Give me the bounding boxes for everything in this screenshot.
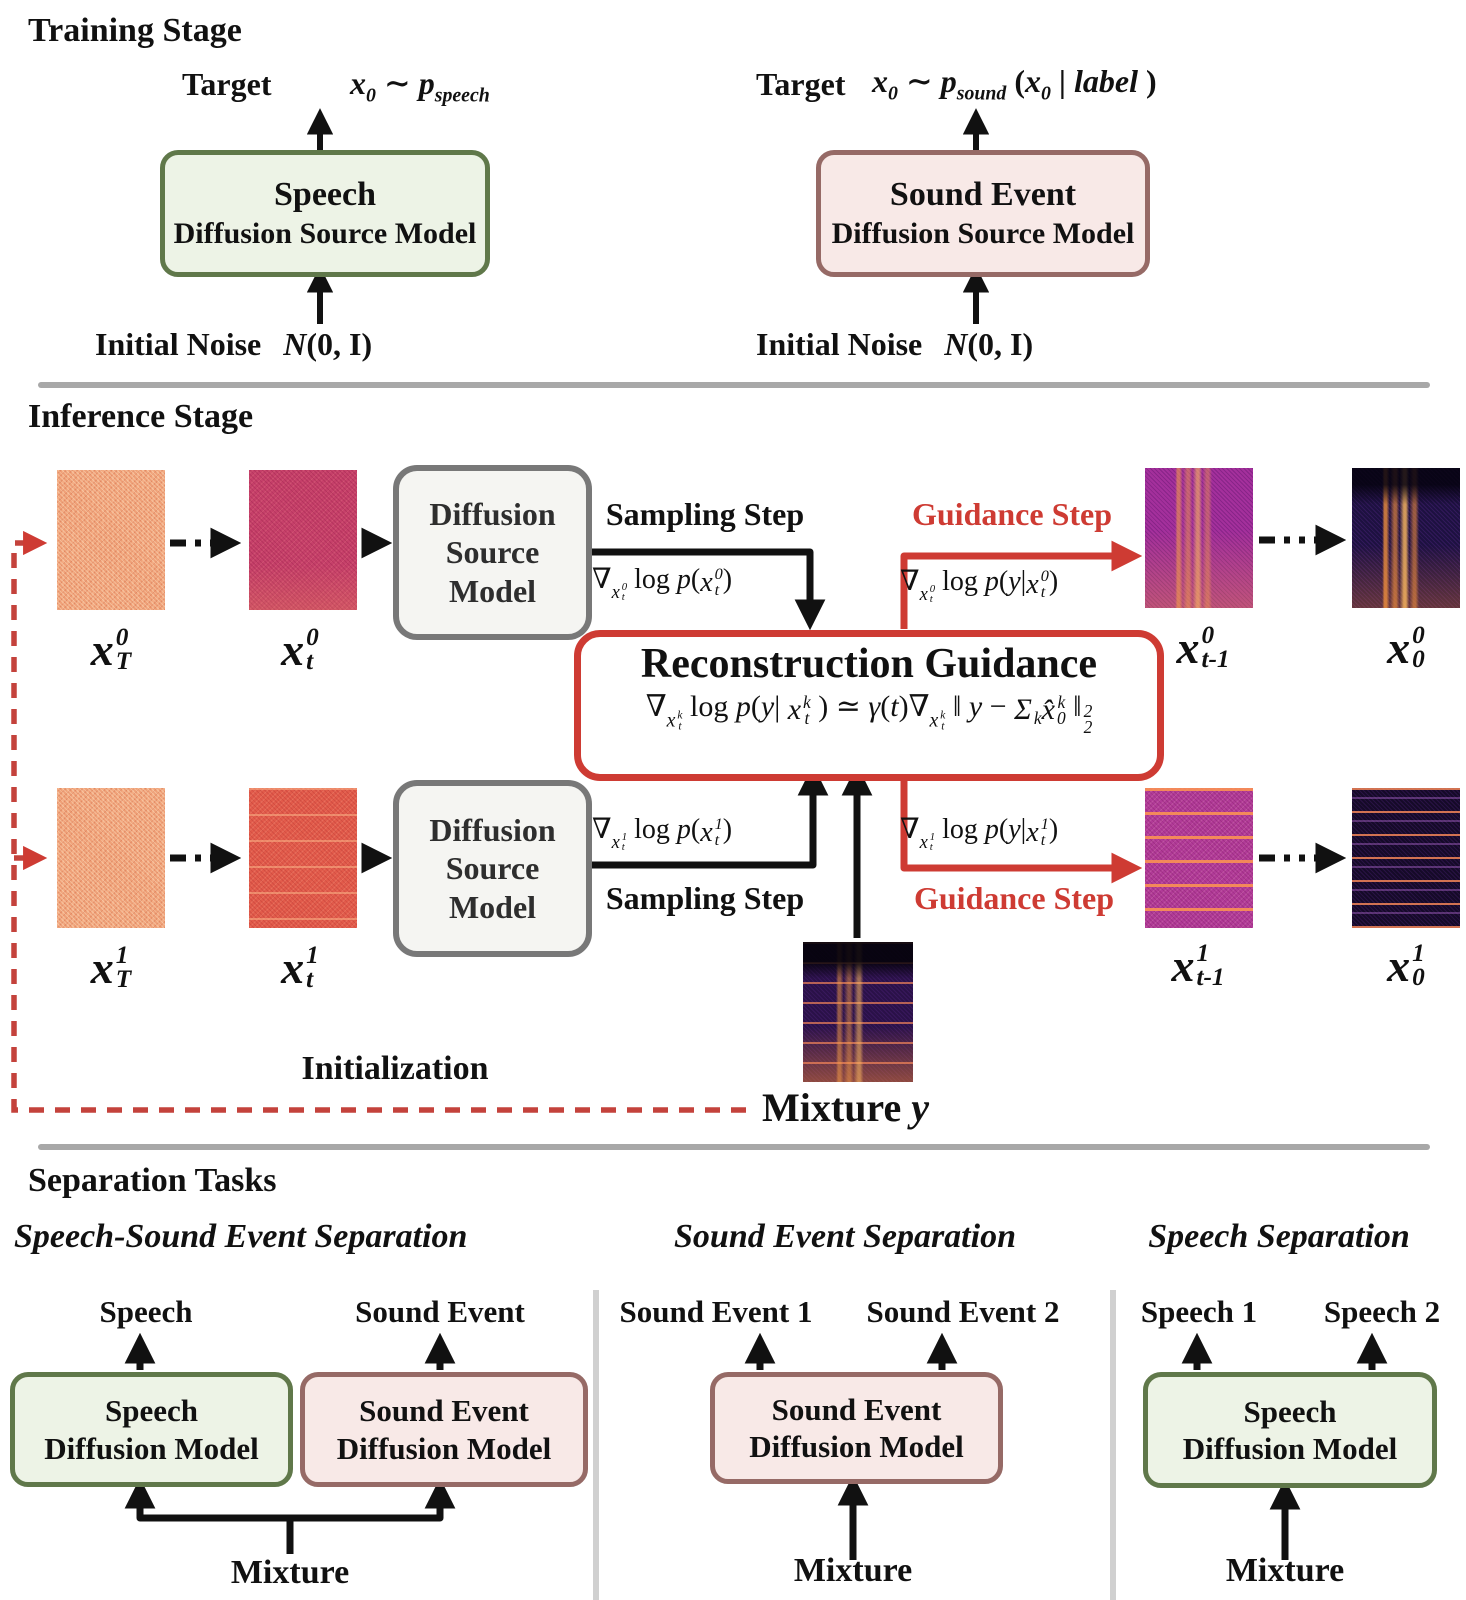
panel3-output-2: Speech 2	[1323, 1294, 1441, 1329]
panel3-output-1: Speech 1	[1140, 1294, 1258, 1329]
label-x1t: x 1 t	[281, 941, 319, 994]
panel1-speech-diffusion-model-box: Speech Diffusion Model	[10, 1372, 293, 1487]
spectrogram-x1t	[249, 788, 357, 928]
panel-divider-2	[1110, 1290, 1116, 1600]
label-x1T: x 1 T	[90, 941, 132, 994]
target-formula-sound: $x_0$ ∼ $p_{sound}$ ($x_0$ | label )	[872, 63, 1157, 105]
guidance-step-label-2: Guidance Step	[913, 880, 1115, 916]
guidance-formula-2: ∇ x 1 t log p(y| x 1 t )	[900, 814, 1059, 854]
label-x0t: x 0 t	[281, 623, 319, 676]
sampling-step-label-1: Sampling Step	[605, 496, 805, 532]
spectrogram-x1T	[57, 788, 165, 928]
panel-divider-1	[593, 1290, 599, 1600]
sampling-step-label-2: Sampling Step	[605, 880, 805, 916]
noise-formula-speech: N(0, I)	[283, 326, 373, 362]
noise-formula-sound: N(0, I)	[944, 326, 1034, 362]
section-title-tasks: Separation Tasks	[28, 1162, 277, 1199]
initial-noise-speech: Initial Noise N(0, I)	[95, 326, 373, 362]
spectrogram-x10	[1352, 788, 1460, 928]
target-label-speech: Target	[182, 66, 272, 102]
panel3-subtitle: Speech Separation	[1148, 1218, 1410, 1255]
label-x0T: x 0 T	[90, 623, 132, 676]
panel2-output-1: Sound Event 1	[619, 1294, 813, 1329]
spectrogram-x0t	[249, 470, 357, 610]
spectrogram-x0T	[57, 470, 165, 610]
section-title-training: Training Stage	[28, 12, 242, 49]
arrow-task1-mixture-left	[140, 1487, 290, 1554]
panel1-mixture-label: Mixture	[230, 1554, 350, 1591]
arrow-task1-mixture-right	[290, 1487, 440, 1518]
panel1-subtitle: Speech-Sound Event Separation	[14, 1218, 468, 1255]
target-label-sound: Target	[756, 66, 846, 102]
initialization-label: Initialization	[301, 1050, 489, 1087]
panel1-output-sound: Sound Event	[355, 1294, 525, 1329]
section-divider-top	[38, 382, 1430, 388]
initial-noise-sound: Initial Noise N(0, I)	[756, 326, 1034, 362]
diffusion-source-model-box-2: Diffusion Source Model	[393, 780, 592, 957]
reconstruction-guidance-formula: ∇ x k t log p(y| x k t ) ≃ γ(t)∇ x k t ‖ y − Σ k x̂ k 0 ‖ 2 2	[645, 690, 1093, 738]
panel2-mixture-label: Mixture	[793, 1552, 913, 1589]
sampling-formula-1: ∇ x 0 t log p( x 0 t )	[592, 564, 733, 604]
guidance-step-label-1: Guidance Step	[911, 496, 1113, 532]
guidance-formula-1: ∇ x 0 t log p(y| x 0 t )	[900, 566, 1059, 606]
mixture-y-label: Mixture y	[762, 1085, 929, 1130]
panel2-subtitle: Sound Event Separation	[674, 1218, 1016, 1255]
label-x0tm1: x 0 t-1	[1176, 621, 1230, 674]
speech-diffusion-source-model-box: Speech Diffusion Source Model	[160, 150, 490, 277]
spectrogram-x0tm1	[1145, 468, 1253, 608]
section-title-inference: Inference Stage	[28, 398, 254, 435]
panel1-output-speech: Speech	[99, 1294, 193, 1329]
section-divider-bottom	[38, 1144, 1430, 1150]
label-x10: x 1 0	[1387, 939, 1425, 992]
label-x1tm1: x 1 t-1	[1171, 939, 1225, 992]
spectrogram-x00	[1352, 468, 1460, 608]
panel2-output-2: Sound Event 2	[866, 1294, 1060, 1329]
panel3-mixture-label: Mixture	[1225, 1552, 1345, 1589]
panel3-speech-diffusion-model-box: Speech Diffusion Model	[1143, 1372, 1437, 1488]
panel2-sound-diffusion-model-box: Sound Event Diffusion Model	[710, 1372, 1003, 1484]
panel1-sound-diffusion-model-box: Sound Event Diffusion Model	[300, 1372, 588, 1487]
target-formula-speech: $x_0$ ∼ $p_{speech}$	[350, 65, 490, 107]
reconstruction-guidance-box: Reconstruction Guidance ∇ x k t log p(y| x k t ) ≃ γ(t)∇ x k t ‖ y − Σ k x̂ k 0 ‖ 2 2	[574, 630, 1164, 781]
diffusion-source-model-box-1: Diffusion Source Model	[393, 465, 592, 640]
spectrogram-x1tm1	[1145, 788, 1253, 928]
sampling-formula-2: ∇ x 1 t log p( x 1 t )	[592, 814, 733, 854]
spectrogram-mixture	[803, 942, 913, 1082]
sound-event-diffusion-source-model-box: Sound Event Diffusion Source Model	[816, 150, 1150, 277]
label-x00: x 0 0	[1387, 621, 1425, 674]
